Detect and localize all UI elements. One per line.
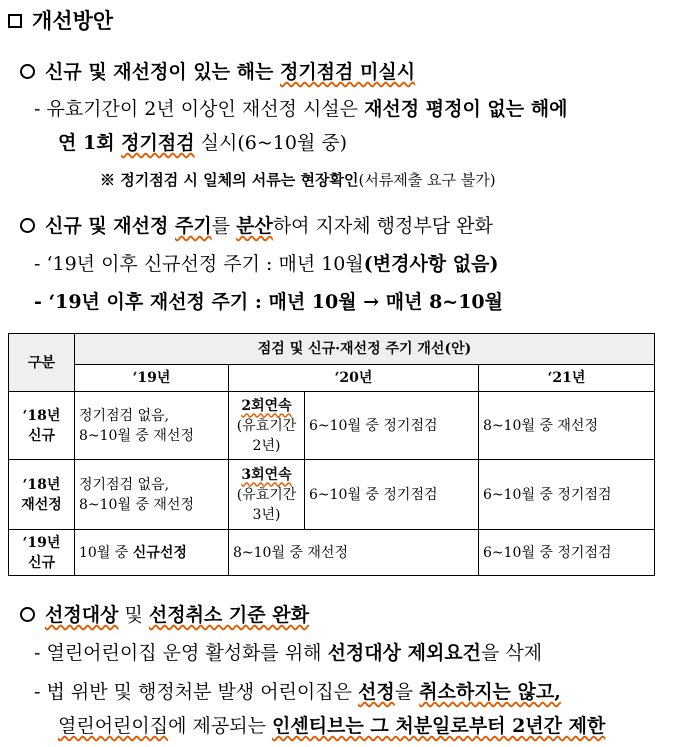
year-header: ‘21년 — [479, 365, 655, 392]
section-2-heading: 신규 및 재선정 주기를 분산하여 지자체 행정부담 완화 — [20, 214, 493, 238]
cell-21: 6~10월 중 정기점검 — [479, 460, 655, 530]
cell-21: 8~10월 중 재선정 — [479, 392, 655, 460]
cell-consecutive: 2회연속 (유효기간 2년) — [229, 392, 305, 460]
circle-bullet-icon — [20, 64, 35, 79]
section-2-detail-1: - ‘19년 이후 신규선정 주기 : 매년 10월(변경사항 없음) — [34, 253, 499, 275]
section-3-detail-2: - 법 위반 및 행정처분 발생 어린이집은 선정을 취소하지는 않고, — [34, 681, 561, 703]
cell-consecutive: 3회연속 (유효기간 3년) — [229, 460, 305, 530]
table-row — [9, 460, 655, 530]
cell-19: 10월 중 신규선정 — [75, 530, 229, 576]
year-header: ‘19년 — [75, 365, 229, 392]
page-title: 개선방안 — [32, 8, 114, 33]
table-corner-header: 구분 — [9, 334, 75, 392]
cycle-table — [8, 333, 655, 576]
year-header: ‘20년 — [229, 365, 479, 392]
cell-20: 6~10월 중 정기점검 — [305, 460, 479, 530]
row-label: ‘18년 재선정 — [9, 460, 75, 530]
section-1-detail-1: - 유효기간이 2년 이상인 재선정 시설은 재선정 평정이 없는 해에 — [34, 98, 568, 120]
table-row — [9, 530, 655, 576]
section-2-detail-2: - ‘19년 이후 재선정 주기 : 매년 10월 → 매년 8~10월 — [34, 291, 503, 313]
cell-20: 8~10월 중 재선정 — [229, 530, 479, 576]
section-1-detail-2: 연 1회 정기점검 실시(6~10월 중) — [58, 132, 348, 154]
square-bullet-icon — [8, 14, 22, 28]
table-row — [9, 392, 655, 460]
row-label: ‘19년 신규 — [9, 530, 75, 576]
circle-bullet-icon — [20, 218, 35, 233]
page-title-line — [8, 7, 113, 35]
section-3-detail-3: 열린어린이집에 제공되는 인센티브는 그 처분일로부터 2년간 제한 — [58, 715, 606, 737]
cell-19: 정기점검 없음, 8~10월 중 재선정 — [75, 392, 229, 460]
cell-19: 정기점검 없음, 8~10월 중 재선정 — [75, 460, 229, 530]
cell-21: 6~10월 중 정기점검 — [479, 530, 655, 576]
section-1-note: ※ 정기점검 시 일체의 서류는 현장확인(서류제출 요구 불가) — [100, 171, 496, 189]
row-label: ‘18년 신규 — [9, 392, 75, 460]
circle-bullet-icon — [20, 607, 35, 622]
section-3-detail-1: - 열린어린이집 운영 활성화를 위해 선정대상 제외요건을 삭제 — [34, 642, 543, 664]
section-1-heading: 신규 및 재선정이 있는 해는 정기점검 미실시 — [20, 60, 415, 84]
table-group-header: 점검 및 신규·재선정 주기 개선(안) — [75, 334, 655, 365]
section-3-heading: 선정대상 및 선정취소 기준 완화 — [20, 603, 309, 627]
cell-20: 6~10월 중 정기점검 — [305, 392, 479, 460]
